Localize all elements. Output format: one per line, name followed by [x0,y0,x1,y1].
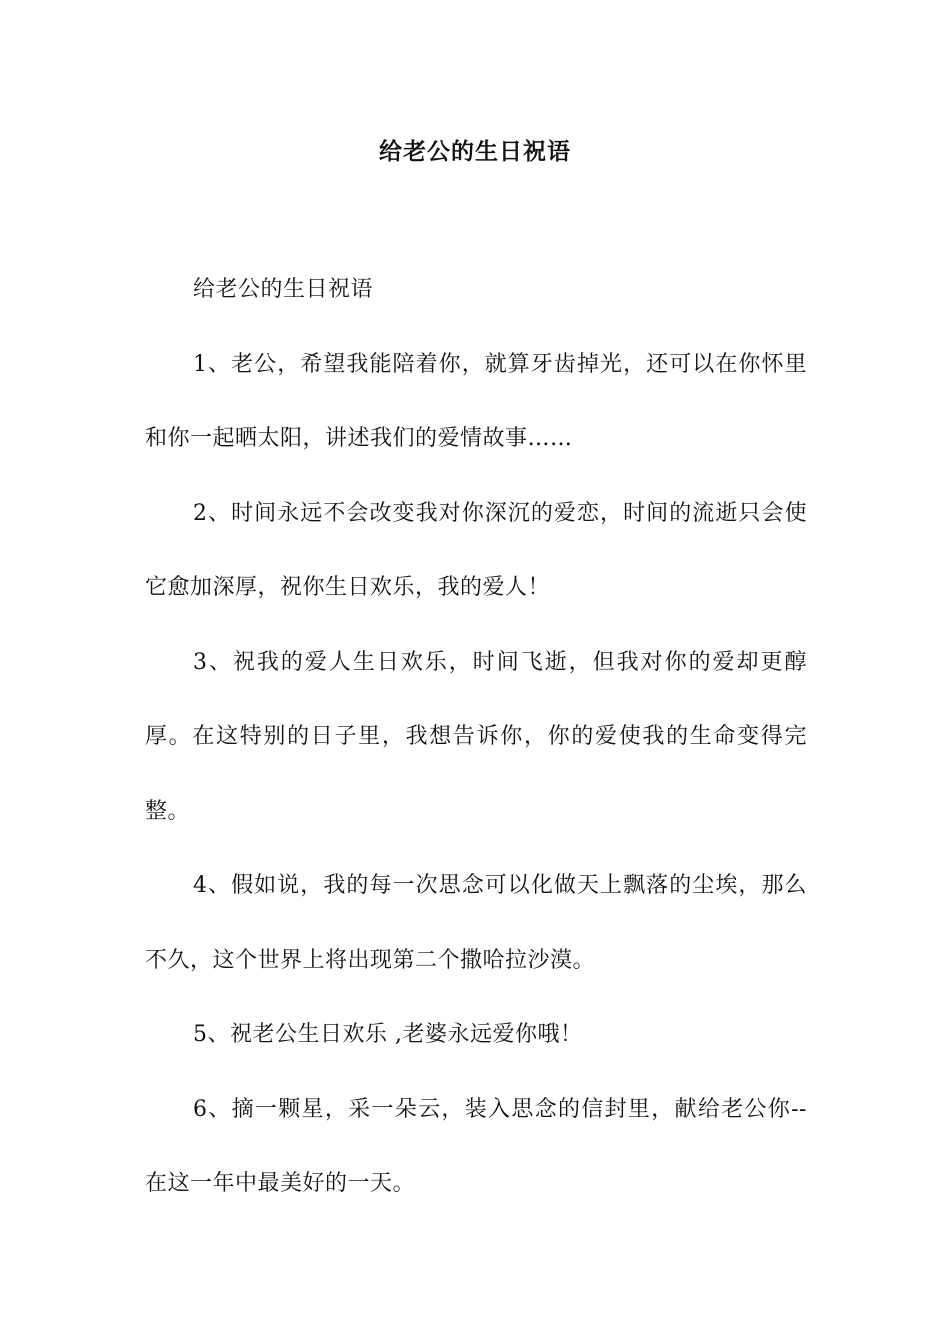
paragraph-subtitle: 给老公的生日祝语 [193,277,374,302]
paragraph-4: 4、假如说，我的每一次思念可以化做天上飘落的尘埃，那么不久，这个世界上将出现第二个撒哈拉沙漠。 [145,873,807,973]
paragraph-6: 6、摘一颗星，采一朵云，装入思念的信封里，献给老公你--在这一年中最美好的一天。 [145,1096,807,1196]
paragraph-1: 1、老公，希望我能陪着你，就算牙齿掉光，还可以在你怀里和你一起晒太阳，讲述我们的爱情故事…… [145,351,807,451]
paragraph-3: 3、祝我的爱人生日欢乐，时间飞逝，但我对你的爱却更醇厚。在这特别的日子里，我想告诉你，你的爱使我的生命变得完整。 [145,649,807,824]
page-title: 给老公的生日祝语 [379,138,571,165]
document-body [145,253,807,1222]
paragraph-2: 2、时间永远不会改变我对你深沉的爱恋，时间的流逝只会使它愈加深厚，祝你生日欢乐，我的爱人！ [145,500,807,600]
paragraph-5: 5、祝老公生日欢乐 ,老婆永远爱你哦！ [193,1022,583,1047]
